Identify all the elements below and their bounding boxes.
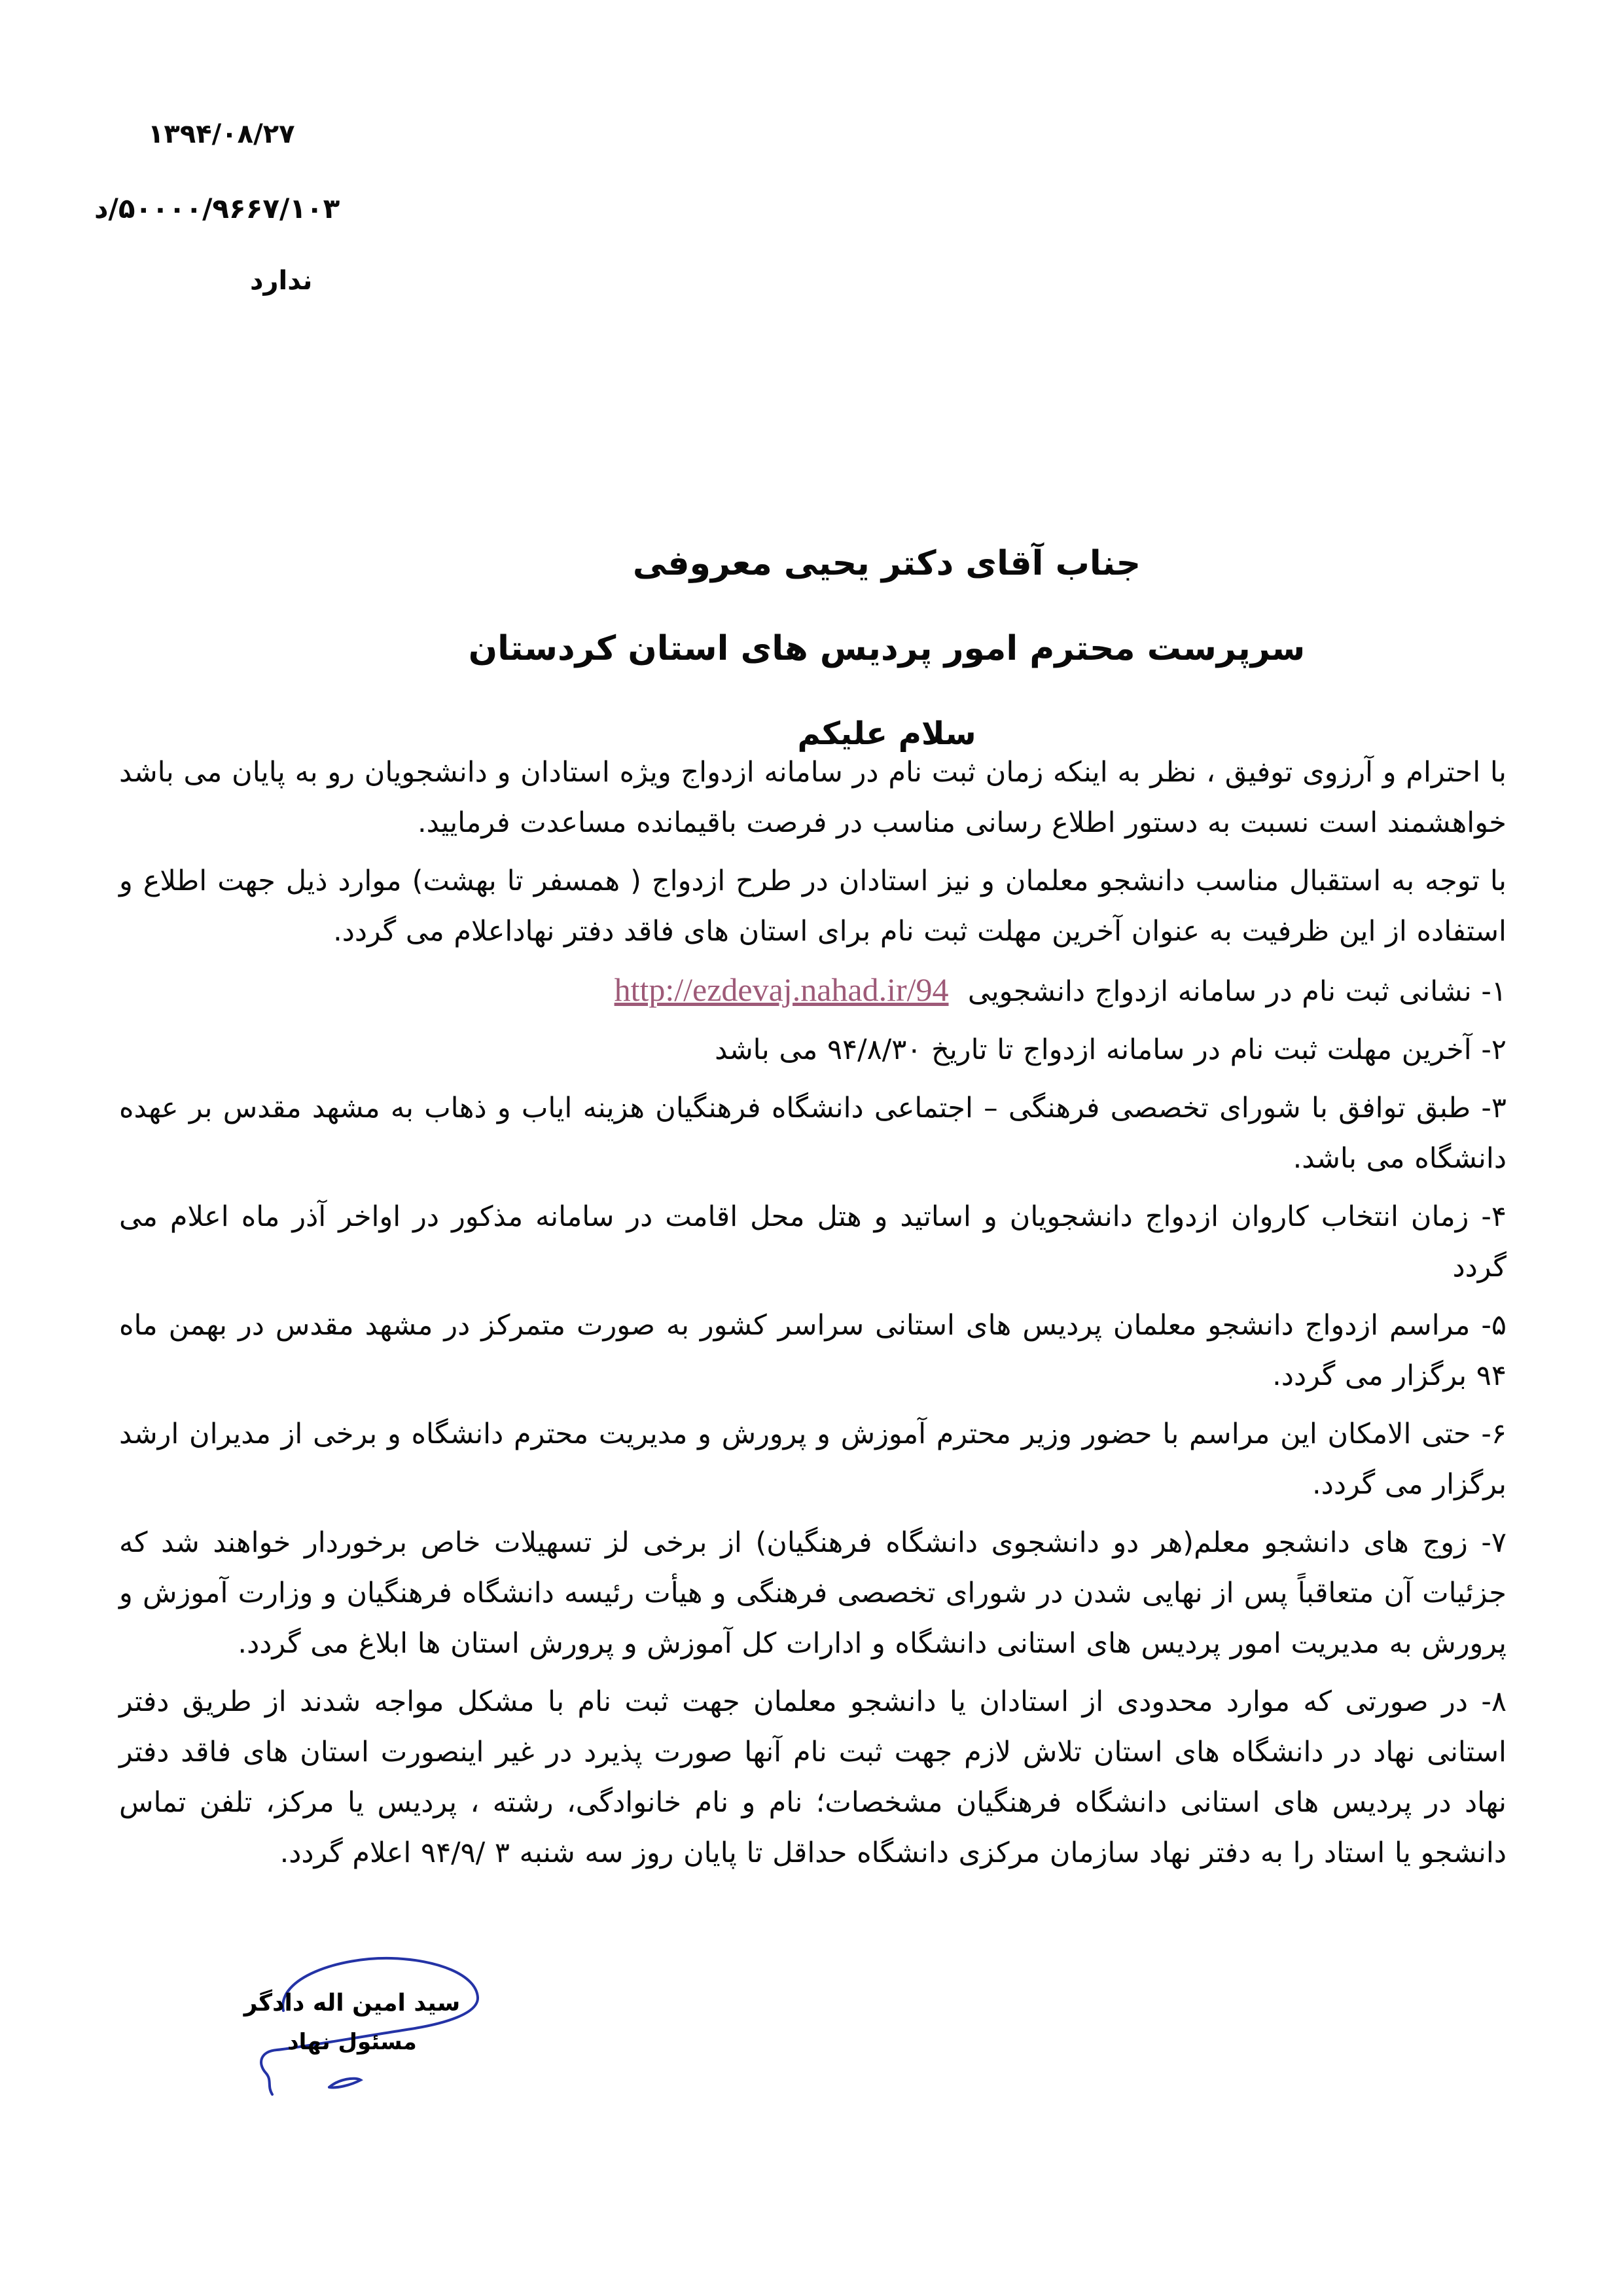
signer-title: مسئول نهاد (287, 2029, 417, 2055)
registration-link[interactable]: http://ezdevaj.nahad.ir/94 (614, 971, 949, 1008)
list-item-6: ۶- حتی الامکان این مراسم با حضور وزیر محترم آموزش و پرورش و مدیریت محترم دانشگاه و برخی از مدیران ارشد برگزار می گردد. (119, 1418, 1507, 1501)
list-item-1-text: ۱- نشانی ثبت نام در سامانه ازدواج دانشجویی (967, 975, 1507, 1008)
list-item-1 (119, 965, 1507, 1017)
signature-flourish (329, 2079, 361, 2088)
list-item-3: ۳- طبق توافق با شورای تخصصی فرهنگی – اجتماعی دانشگاه فرهنگیان هزینه ایاب و ذهاب به مشهد مقدس بر عهده دانشگاه می باشد. (119, 1092, 1507, 1175)
letter-attachment: ندارد (250, 266, 313, 296)
letter-date: ۱۳۹۴/۰۸/۲۷ (148, 119, 295, 149)
signature-loop (261, 1958, 478, 2094)
paragraph-plan: با توجه به استقبال مناسب دانشجو معلمان و نیز استادان در طرح ازدواج ( همسفر تا بهشت) موارد ذیل جهت اطلاع و استفاده از این ظرفیت به عنوان آخرین مهلت ثبت نام برای استان های فاقد دفتر نهاداعلام می گردد. (119, 865, 1507, 948)
list-item-8: ۸- در صورتی که موارد محدودی از استادان یا دانشجو معلمان جهت ثبت نام با مشکل مواجه شدند از طریق دفتر استانی نهاد در دانشگاه های استان تلاش لازم جهت ثبت نام آنها صورت پذیرد در غیر اینصورت استان های فاقد دفتر نهاد در پردیس های استانی دانشگاه فرهنگیان مشخصات؛ نام و نام خانوادگی، رشته ، پردیس یا مرکز، تلفن تماس دانشجو یا استاد را به دفتر نهاد سازمان مرکزی دانشگاه حداقل تا پایان روز سه شنبه ۳ /۹۴/۹ اعلام گردد. (119, 1685, 1507, 1869)
letter-ref-number: ۵۰۰۰۰/۹۶۶۷/۱۰۳/د (94, 192, 340, 224)
recipient-block (75, 521, 1623, 776)
recipient-name: جناب آقای دکتر یحیی معروفی (632, 544, 1141, 583)
salutation: سلام علیکم (797, 715, 976, 752)
letter-body (119, 747, 1507, 1886)
recipient-title: سرپرست محترم امور پردیس های استان کردستان (468, 629, 1306, 668)
list-item-2: ۲- آخرین مهلت ثبت نام در سامانه ازدواج تا تاریخ ۹۴/۸/۳۰ می باشد (715, 1033, 1507, 1066)
signer-name: سید امین اله دادگر (243, 1990, 461, 2017)
list-item-7: ۷- زوج های دانشجو معلم(هر دو دانشجوی دانشگاه فرهنگیان) از برخی لز تسهیلات خاص برخوردار خواهند شد که جزئیات آن متعاقباً پس از نهایی شدن در شورای تخصصی فرهنگی و هیأت رئیسه دانشگاه فرهنگیان و وزارت آموزش و پرورش به مدیریت امور پردیس های استانی دانشگاه و ادارات کل آموزش و پرورش استان ها ابلاغ می گردد. (119, 1526, 1507, 1660)
list-item-5: ۵- مراسم ازدواج دانشجو معلمان پردیس های استانی سراسر کشور به صورت متمرکز در مشهد مقدس در بهمن ماه ۹۴ برگزار می گردد. (119, 1309, 1507, 1392)
list-item-4: ۴- زمان انتخاب کاروان ازدواج دانشجویان و اساتید و هتل محل اقامت در سامانه مذکور در اواخر آذر ماه اعلام می گردد (119, 1200, 1507, 1283)
signature-block (221, 1952, 483, 2128)
paragraph-intro: با احترام و آرزوی توفیق ، نظر به اینکه زمان ثبت نام در سامانه ازدواج ویژه استادان و دانشجویان رو به پایان می باشد خواهشمند است نسبت به دستور اطلاع رسانی مناسب در فرصت باقیمانده مساعدت فرمایید. (119, 756, 1507, 839)
